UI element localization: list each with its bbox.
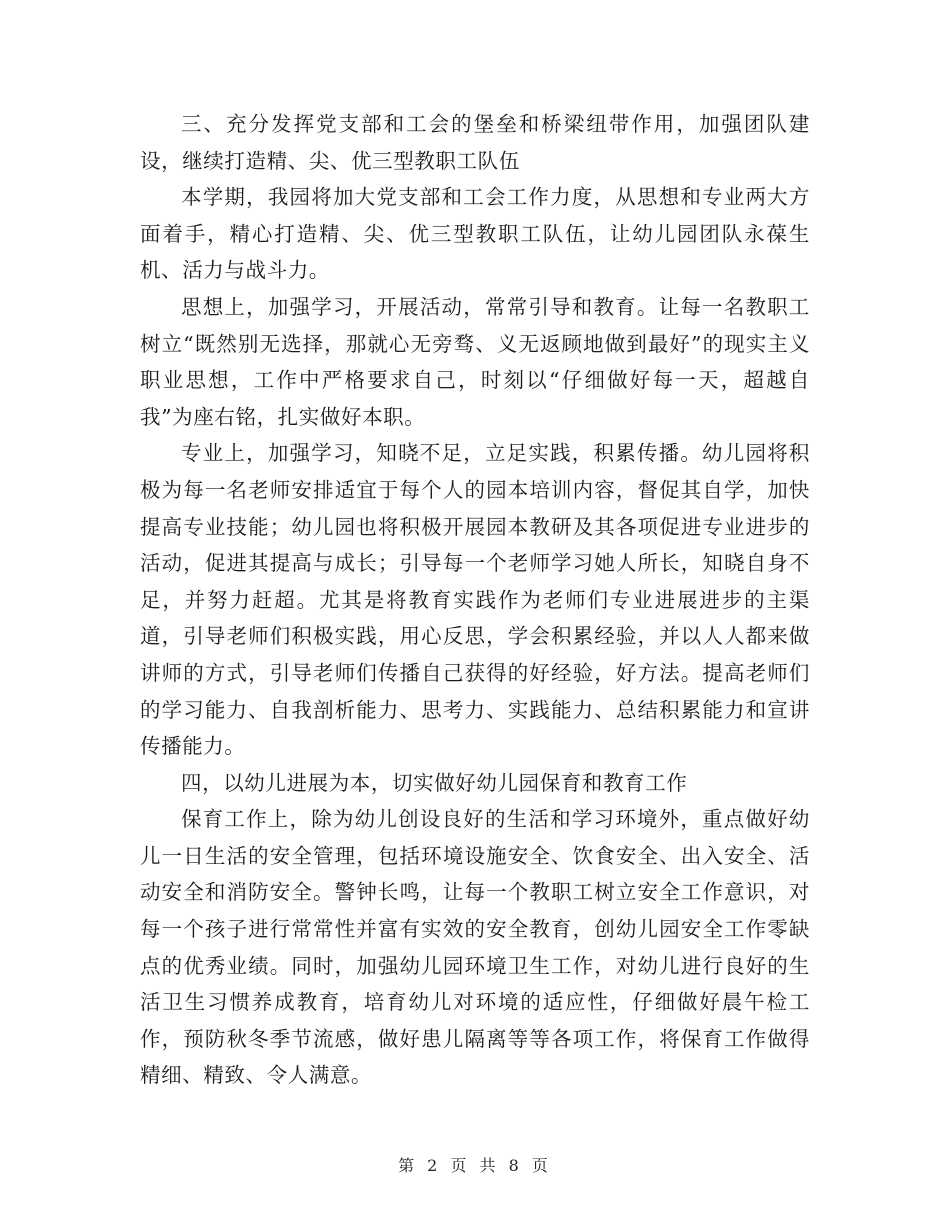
paragraph-professional: 专业上，加强学习，知晓不足，立足实践，积累传播。幼儿园将积极为每一名老师安排适宜于每个人的园本培训内容，督促其自学，加快提高专业技能；幼儿园也将积极开展园本教研及其各项促进专业进步的活动，促进其提高与成长；引导每一个老师学习她人所长，知晓自身不足，并努力赶超。尤其是将教育实践作为老师们专业进展进步的主渠道，引导老师们积极实践，用心反思，学会积累经验，并以人人都来做讲师的方式，引导老师们传播自己获得的好经验，好方法。提高老师们的学习能力、自我剖析能力、思考力、实践能力、总结积累能力和宣讲传播能力。 — [140, 441, 810, 759]
section-heading-three: 三、充分发挥党支部和工会的堡垒和桥梁纽带作用，加强团队建设，继续打造精、尖、优三型教职工队伍 — [140, 112, 810, 173]
page-number-footer: 第 2 页 共 8 页 — [398, 1156, 552, 1175]
paragraph-care-work: 保育工作上，除为幼儿创设良好的生活和学习环境外，重点做好幼儿一日生活的安全管理，包括环境设施安全、饮食安全、出入安全、活动安全和消防安全。警钟长鸣，让每一个教职工树立安全工作意识，对每一个孩子进行常常性并富有实效的安全教育，创幼儿园安全工作零缺点的优秀业绩。同时，加强幼儿园环境卫生工作，对幼儿进行良好的生活卫生习惯养成教育，培育幼儿对环境的适应性，仔细做好晨午检工作，预防秋冬季节流感，做好患儿隔离等等各项工作，将保育工作做得精细、精致、令人满意。 — [140, 807, 810, 1088]
paragraph-ideology: 思想上，加强学习，开展活动，常常引导和教育。让每一名教职工树立“既然别无选择，那就心无旁骛、义无返顾地做到最好”的现实主义职业思想，工作中严格要求自己，时刻以“仔细做好每一天，超越自我”为座右铭，扎实做好本职。 — [140, 294, 810, 429]
section-heading-four: 四，以幼儿进展为本，切实做好幼儿园保育和教育工作 — [181, 770, 688, 795]
paragraph-overview: 本学期，我园将加大党支部和工会工作力度，从思想和专业两大方面着手，精心打造精、尖、优三型教职工队伍，让幼儿园团队永葆生机、活力与战斗力。 — [140, 185, 810, 283]
document-body — [140, 106, 810, 1094]
